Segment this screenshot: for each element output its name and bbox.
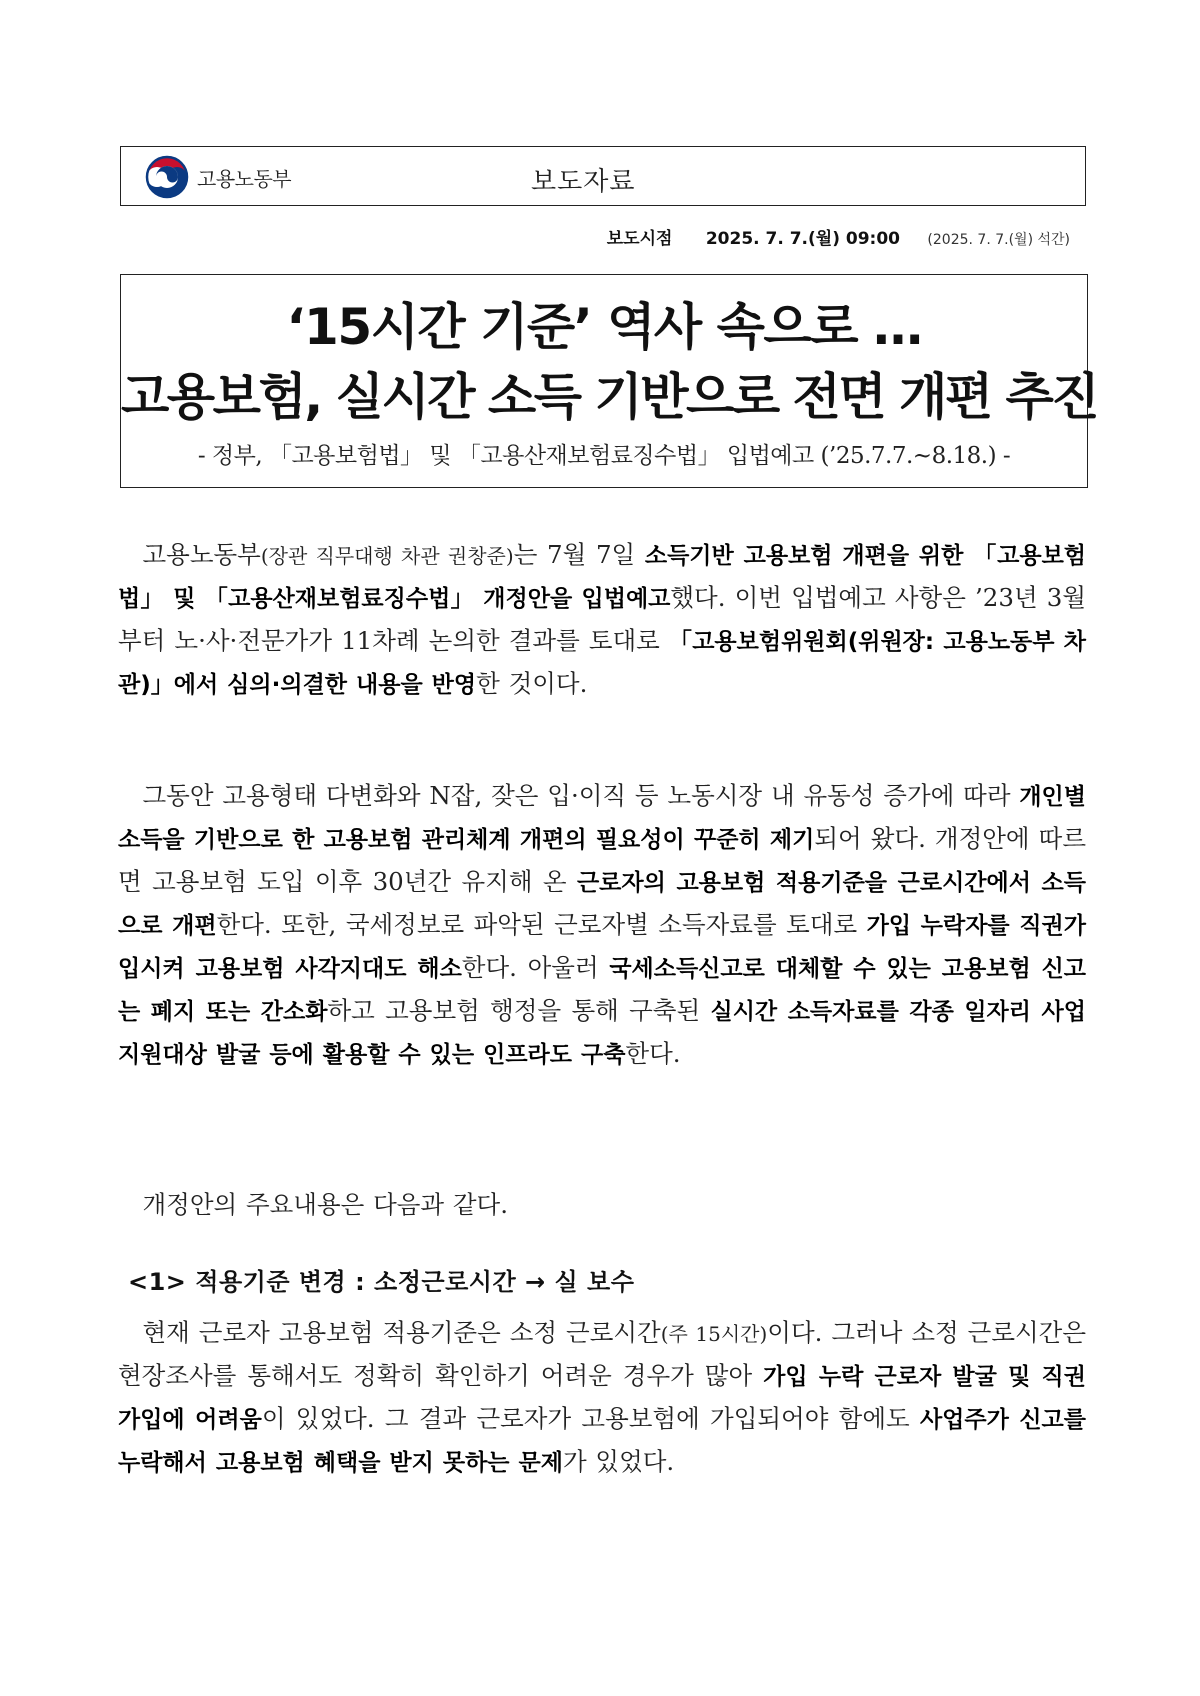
text-run: 현재 근로자 고용보험 적용기준은 소정 근로시간: [142, 1318, 661, 1347]
text-run-bold: 가입 누락 근로자 발굴 및 직권 가입에 어려움: [118, 1364, 1086, 1433]
text-run-bold: 소득기반 고용보험 개편을 위한 「고용보험법」 및 「고용산재보험료징수법」 개정안을 입법예고: [118, 543, 1086, 612]
paragraph-background: [118, 775, 1086, 1076]
text-run: 이다. 그러나 소정 근로시간은 현장조사를 통해서도 정확히 확인하기 어려운 경우가 많아: [118, 1318, 1086, 1390]
text-run-bold: 가입 누락자를 직권가입시켜 고용보험 사각지대도 해소: [118, 913, 1086, 982]
release-datetime: 2025. 7. 7.(월) 09:00: [705, 229, 901, 249]
paragraph-intro: [118, 534, 1086, 706]
taegeuk-emblem-icon: [143, 153, 191, 201]
text-run-bold: 실시간 소득자료를 각종 일자리 사업 지원대상 발굴 등에 활용할 수 있는 인프라도 구축: [118, 999, 1086, 1068]
section-heading: <1> 적용기준 변경 : 소정근로시간 → 실 보수: [128, 1268, 635, 1296]
paragraph-section-1: [118, 1312, 1086, 1484]
text-run: 고용노동부: [142, 540, 261, 569]
text-run-bold: 개인별 소득을 기반으로 한 고용보험 관리체계 개편의 필요성이 꾸준히 제기: [118, 784, 1086, 853]
text-run: 한다.: [625, 1039, 681, 1068]
headline-box: [120, 274, 1098, 488]
text-run: 하고 고용보험 행정을 통해 구축된: [327, 996, 711, 1025]
text-run: 그동안 고용형태 다변화와 N잡, 잦은 입·이직 등 노동시장 내 유동성 증가에 따라: [142, 781, 1020, 810]
headline-line-2: 고용보험, 실시간 소득 기반으로 전면 개편 추진: [121, 368, 1098, 426]
release-time-line: [607, 224, 1070, 249]
text-run: 했다. 이번 입법예고 사항은 ’23년 3월부터 노·사·전문가가 11차례 논의한 결과를 토대로: [118, 583, 1087, 655]
text-run: (장관 직무대행 차관 권창준): [260, 544, 514, 568]
headline-line-1: ‘15시간 기준’ 역사 속으로 …: [286, 298, 922, 356]
text-run-bold: 사업주가 신고를 누락해서 고용보험 혜택을 받지 못하는 문제: [118, 1407, 1086, 1476]
paragraph-lead-in: [118, 1184, 1086, 1225]
text-run: (주 15시간): [660, 1322, 768, 1346]
header-box: [120, 146, 1086, 206]
text-run-bold: 국세소득신고로 대체할 수 있는 고용보험 신고는 폐지 또는 간소화: [118, 956, 1087, 1025]
ministry-name: 고용노동부: [197, 166, 292, 191]
headline-subtitle: - 정부, 「고용보험법」 및 「고용산재보험료징수법」 입법예고 (’25.7.7.~8.18.) -: [197, 443, 1011, 469]
release-label: 보도시점: [606, 229, 673, 249]
text-run: 한다. 또한, 국세정보로 파악된 근로자별 소득자료를 토대로: [216, 910, 867, 939]
ministry-logo: [143, 153, 291, 201]
text-run: 는 7월 7일: [513, 540, 645, 569]
release-evening-edition: (2025. 7. 7.(월) 석간): [927, 232, 1070, 248]
text-run: 가 있었다.: [562, 1447, 675, 1476]
text-run-bold: 근로자의 고용보험 적용기준을 근로시간에서 소득으로 개편: [118, 870, 1086, 939]
text-run: 이 있었다. 그 결과 근로자가 고용보험에 가입되어야 함에도: [261, 1404, 920, 1433]
text-run-bold: 「고용보험위원회(위원장: 고용노동부 차관)」에서 심의·의결한 내용을 반영: [118, 629, 1086, 698]
text-run: 개정안의 주요내용은 다음과 같다.: [142, 1190, 508, 1219]
document-type-label: 보도자료: [531, 167, 636, 197]
text-run: 되어 왔다. 개정안에 따르면 고용보험 도입 이후 30년간 유지해 온: [118, 824, 1086, 896]
text-run: 한다. 아울러: [461, 953, 610, 982]
text-run: 한 것이다.: [476, 669, 588, 698]
